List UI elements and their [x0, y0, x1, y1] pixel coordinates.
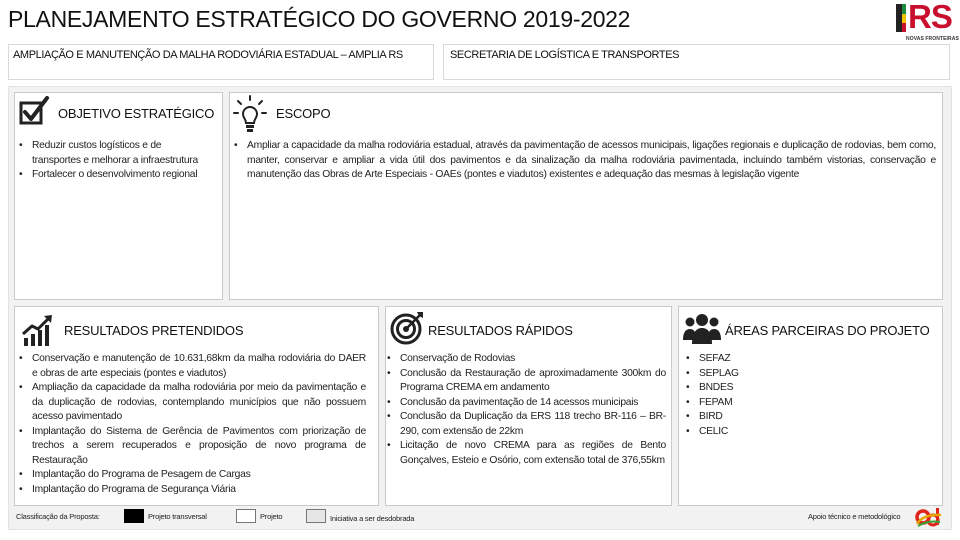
escopo-card [229, 92, 943, 300]
page-title: PLANEJAMENTO ESTRATÉGICO DO GOVERNO 2019-2022 [8, 6, 631, 32]
areas-parceiras-title: ÁREAS PARCEIRAS DO PROJETO [725, 323, 930, 338]
apoio-label: Apoio técnico e metodológico [808, 512, 901, 521]
legend-swatch-transversal [124, 509, 144, 523]
list-item: • Conservação e manutenção de 10.631,68km da malha rodoviária do DAER e obras de arte especiais (pontes e viadutos) [18, 352, 366, 381]
list-item: • Ampliação da capacidade da malha rodoviária por meio da pavimentação e da duplicação de rodovias, contemplando municípios que não possuem acesso pavimentado [18, 381, 366, 425]
people-icon [682, 312, 722, 346]
objetivo-list [18, 139, 198, 183]
rs-government-logo [896, 0, 959, 44]
secretaria-box: SECRETARIA DE LOGÍSTICA E TRANSPORTES [443, 44, 950, 80]
escopo-list [233, 139, 936, 183]
logo-stripe-green [902, 4, 906, 14]
list-item: • Implantação do Programa de Segurança Viária [18, 483, 366, 498]
legend-label-projeto: Projeto [260, 512, 283, 521]
list-item: • SEPLAG [685, 367, 845, 382]
legend-swatch-projeto [236, 509, 256, 523]
list-item: • BIRD [685, 410, 845, 425]
classificacao-label: Classificação da Proposta: [16, 512, 100, 521]
list-item: • Conservação de Rodovias [386, 352, 666, 367]
list-item: • SEFAZ [685, 352, 845, 367]
edp-logo [914, 506, 944, 528]
list-item: • Fortalecer o desenvolvimento regional [18, 168, 198, 183]
resultados-pretendidos-list [18, 352, 366, 497]
logo-stripe-yellow [902, 14, 906, 23]
list-item: • Conclusão da Restauração de aproximadamente 300km do Programa CREMA em andamento [386, 367, 666, 396]
list-item: • BNDES [685, 381, 845, 396]
growth-chart-icon [20, 312, 56, 348]
target-icon [389, 310, 425, 346]
program-name-box: AMPLIAÇÃO E MANUTENÇÃO DA MALHA RODOVIÁRIA ESTADUAL – AMPLIA RS [8, 44, 434, 80]
logo-tagline: NOVAS FRONTEIRAS [906, 36, 959, 42]
list-item: • Ampliar a capacidade da malha rodoviária estadual, através da pavimentação de acessos municipais, ligações regionais e duplicação de rodovias, bem como, manter, conservar e ampliar a vida útil dos pavimentos e da sinalização da malha rodoviária pavimentada, incluindo também vistorias, conservação e manutenção das Obras de Arte Especiais - OAEs (pontes e viadutos) existentes e adequação das mesmas à legislação vigente [233, 139, 936, 183]
lightbulb-icon [233, 94, 267, 134]
logo-rs-text: RS [908, 0, 952, 35]
legend-swatch-iniciativa [306, 509, 326, 523]
list-item: • Reduzir custos logísticos e de transportes e melhorar a infraestrutura [18, 139, 198, 168]
logo-stripe-red [902, 23, 906, 32]
resultados-rapidos-title: RESULTADOS RÁPIDOS [428, 323, 573, 338]
list-item: • Licitação de novo CREMA para as regiões de Bento Gonçalves, Esteio e Osório, com extensão total de 376,55km [386, 439, 666, 468]
list-item: • Conclusão da pavimentação de 14 acessos municipais [386, 396, 666, 411]
legend-label-iniciativa: Iniciativa a ser desdobrada [330, 514, 415, 523]
checkbox-icon [18, 95, 50, 129]
legend-label-transversal: Projeto transversal [148, 512, 207, 521]
list-item: • CELIC [685, 425, 845, 440]
resultados-rapidos-list [386, 352, 666, 468]
list-item: • Implantação do Sistema de Gerência de Pavimentos com priorização de trechos a serem recuperados e proposição de novo programa de Restauração [18, 425, 366, 469]
areas-parceiras-list [685, 352, 845, 439]
resultados-pretendidos-title: RESULTADOS PRETENDIDOS [64, 323, 244, 338]
list-item: • Implantação do Programa de Pesagem de Cargas [18, 468, 366, 483]
escopo-title: ESCOPO [276, 106, 331, 121]
list-item: • Conclusão da Duplicação da ERS 118 trecho BR-116 – BR-290, com extensão de 22km [386, 410, 666, 439]
objetivo-title: OBJETIVO ESTRATÉGICO [58, 106, 215, 121]
list-item: • FEPAM [685, 396, 845, 411]
